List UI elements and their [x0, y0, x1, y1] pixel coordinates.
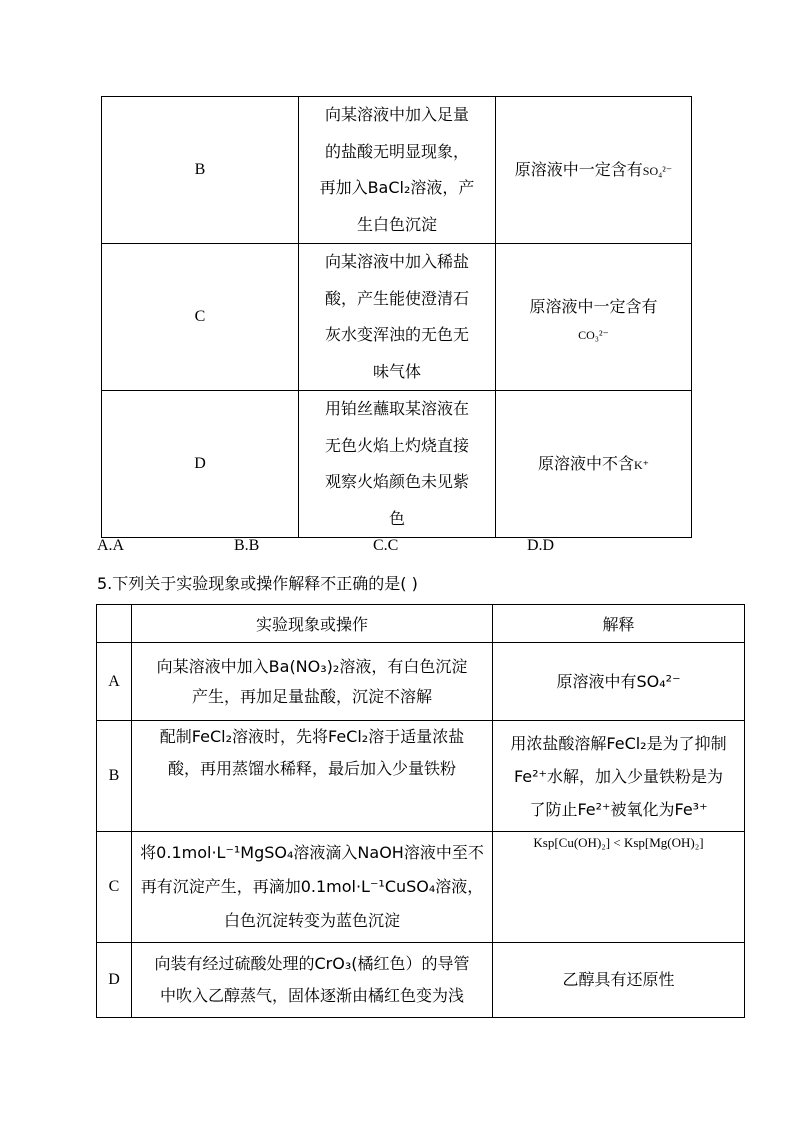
header-explanation: 解释: [493, 605, 745, 643]
option-label: C: [102, 244, 299, 391]
table-row: [97, 943, 745, 1018]
explanation-line: Fe²⁺水解，加入少量铁粉是为: [513, 766, 724, 786]
operation-line: 用铂丝蘸取某溶液在: [324, 399, 469, 418]
operation-line: 无色火焰上灼烧直接: [324, 435, 469, 455]
explanation-cell: [493, 643, 745, 721]
operation-line: 观察火焰颜色未见紫: [324, 472, 469, 491]
ksp-comparison: Ksp[Cu(OH)₂] < Ksp[Mg(OH)₂]: [533, 835, 704, 850]
conclusion-cell: [496, 97, 692, 244]
conclusion-cell: [496, 244, 692, 391]
operation-line: 的盐酸无明显现象，: [324, 141, 469, 161]
explanation-line: 原溶液中有SO₄²⁻: [556, 671, 681, 691]
ion-formula: SO₄²⁻: [642, 163, 673, 178]
option-label: B: [102, 97, 299, 244]
explanation-line: 乙醇具有还原性: [562, 969, 675, 989]
ion-formula: CO₃²⁻: [578, 328, 609, 343]
operation-line: 向某溶液中加入稀盐: [324, 252, 469, 271]
table-row: [97, 832, 745, 943]
explanation-line: 了防止Fe²⁺被氧化为Fe³⁺: [529, 799, 708, 819]
ion-formula: K⁺: [634, 457, 649, 472]
table-row: [97, 721, 745, 832]
operation-line: 向装有经过硫酸处理的CrO₃(橘红色）的导管: [154, 954, 470, 973]
operation-line: 将0.1mol·L⁻¹MgSO₄溶液滴入NaOH溶液中至不: [140, 843, 484, 862]
question5-stem: 5.下列关于实验现象或操作解释不正确的是( ): [97, 574, 418, 593]
operation-cell: [132, 943, 493, 1018]
option-label: C: [97, 832, 132, 943]
header-blank: [97, 605, 132, 643]
operation-cell: [299, 97, 496, 244]
table-row: [102, 391, 692, 538]
question4-table: [101, 96, 692, 538]
option-label: D: [102, 391, 299, 538]
operation-line: 酸，再用蒸馏水稀释，最后加入少量铁粉: [167, 759, 456, 778]
operation-cell: [132, 643, 493, 721]
option-label: B: [97, 721, 132, 832]
operation-cell: [299, 391, 496, 538]
operation-line: 味气体: [372, 361, 421, 381]
table-row: [102, 97, 692, 244]
operation-line: 灰水变浑浊的无色无: [324, 325, 469, 344]
operation-line: 酸，产生能使澄清石: [324, 288, 469, 308]
explanation-cell: [493, 832, 745, 943]
option-a: A.A: [97, 537, 125, 554]
operation-line: 白色沉淀转变为蓝色沉淀: [223, 911, 400, 930]
question5-table: [96, 604, 745, 1018]
conclusion-text: 原溶液中一定含有: [514, 159, 643, 179]
table-row: [97, 643, 745, 721]
conclusion-cell: [496, 391, 692, 538]
operation-line: 向某溶液中加入Ba(NO₃)₂溶液，有白色沉淀: [156, 656, 468, 676]
option-c: C.C: [373, 537, 399, 554]
answer-options: [97, 537, 697, 559]
option-d: D.D: [527, 537, 555, 554]
operation-line: 生白色沉淀: [356, 214, 437, 234]
operation-cell: [132, 832, 493, 943]
operation-line: 产生，再加足量盐酸，沉淀不溶解: [191, 686, 432, 706]
option-label: A: [97, 643, 132, 721]
operation-cell: [132, 721, 493, 832]
option-b: B.B: [234, 537, 260, 554]
operation-line: 色: [388, 508, 405, 528]
operation-cell: [299, 244, 496, 391]
option-label: D: [97, 943, 132, 1018]
explanation-cell: [493, 943, 745, 1018]
header-operation: 实验现象或操作: [132, 605, 493, 643]
operation-line: 配制FeCl₂溶液时，先将FeCl₂溶于适量浓盐: [159, 727, 465, 746]
table-row: [102, 244, 692, 391]
conclusion-text: 原溶液中不含: [537, 453, 634, 473]
explanation-cell: [493, 721, 745, 832]
explanation-line: 用浓盐酸溶解FeCl₂是为了抑制: [510, 733, 727, 753]
operation-line: 再加入BaCl₂溶液，产: [319, 178, 475, 197]
operation-line: 再有沉淀产生，再滴加0.1mol·L⁻¹CuSO₄溶液，: [140, 877, 484, 896]
table-header-row: [97, 605, 745, 643]
operation-line: 中吹入乙醇蒸气，固体逐渐由橘红色变为浅: [159, 986, 464, 1005]
conclusion-text: 原溶液中一定含有: [529, 296, 658, 316]
operation-line: 向某溶液中加入足量: [324, 105, 469, 124]
